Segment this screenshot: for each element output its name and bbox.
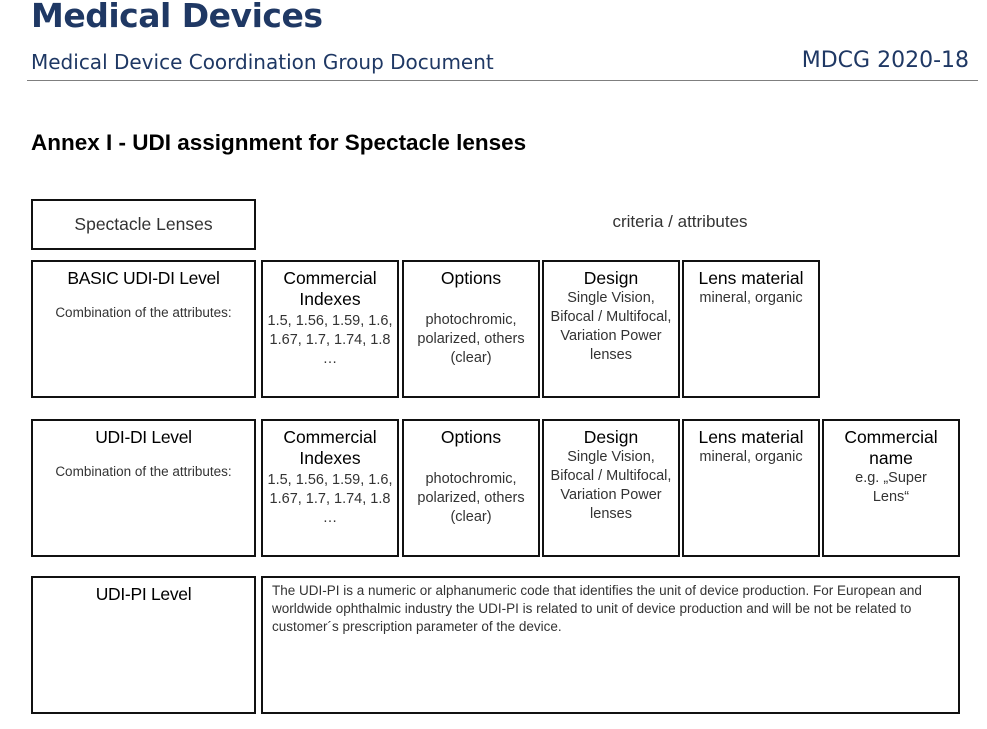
udi-di-level-box — [31, 419, 256, 557]
basic-design-values: Single Vision, Bifocal / Multifocal, Variation Power lenses — [550, 290, 672, 363]
udi-di-design-values: Single Vision, Bifocal / Multifocal, Variation Power lenses — [550, 449, 672, 522]
header-divider — [27, 80, 978, 81]
udi-di-options-title: Options — [440, 427, 502, 447]
udi-di-level-subtitle: Combination of the attributes: — [55, 464, 232, 479]
udi-pi-level-box — [31, 576, 256, 714]
annex-title: Annex I - UDI assignment for Spectacle lenses — [31, 130, 527, 155]
document-code: MDCG 2020-18 — [801, 48, 969, 73]
udi-di-lens-material-values: mineral, organic — [699, 449, 803, 465]
udi-di-options-cell — [402, 419, 540, 557]
udi-di-commercial-name-cell — [822, 419, 960, 557]
basic-design-cell — [542, 260, 680, 398]
basic-design-title: Design — [583, 268, 639, 288]
basic-options-title: Options — [440, 268, 502, 288]
spectacle-lenses-box — [31, 199, 256, 250]
basic-udi-di-level-subtitle: Combination of the attributes: — [55, 305, 232, 320]
udi-di-commercial-indexes-values: 1.5, 1.56, 1.59, 1.6, 1.67, 1.7, 1.74, 1.8 … — [267, 472, 393, 526]
udi-di-design-title: Design — [583, 427, 639, 447]
basic-lens-material-values: mineral, organic — [699, 290, 803, 306]
udi-di-commercial-indexes-title: Commercial Indexes — [283, 427, 377, 468]
basic-udi-di-level-box — [31, 260, 256, 398]
udi-di-commercial-name-title: Commercial name — [844, 427, 938, 468]
basic-udi-di-level-title: BASIC UDI-DI Level — [67, 268, 220, 288]
basic-options-cell — [402, 260, 540, 398]
udi-pi-level-title: UDI-PI Level — [95, 584, 192, 604]
basic-commercial-indexes-cell — [261, 260, 399, 398]
udi-di-design-cell — [542, 419, 680, 557]
spectacle-lenses-label: Spectacle Lenses — [74, 214, 213, 234]
document-subtitle: Medical Device Coordination Group Document — [31, 50, 494, 74]
udi-di-commercial-indexes-cell — [261, 419, 399, 557]
udi-di-level-title: UDI-DI Level — [95, 427, 192, 447]
basic-lens-material-cell — [682, 260, 820, 398]
basic-commercial-indexes-title: Commercial Indexes — [283, 268, 377, 309]
udi-di-lens-material-title: Lens material — [698, 427, 804, 447]
udi-pi-description-box — [261, 576, 960, 714]
basic-options-values: photochromic, polarized, others (clear) — [417, 312, 525, 366]
basic-commercial-indexes-values: 1.5, 1.56, 1.59, 1.6, 1.67, 1.7, 1.74, 1.8 … — [267, 313, 393, 367]
udi-di-options-values: photochromic, polarized, others (clear) — [417, 471, 525, 525]
udi-pi-description: The UDI-PI is a numeric or alphanumeric code that identifies the unit of device production. For European and worldwide ophthalmic industry the UDI-PI is related to unit of device production and will be not be related to customer´s prescription parameter of the device. — [272, 583, 922, 634]
criteria-attributes-label: criteria / attributes — [612, 212, 748, 231]
document-title: Medical Devices — [31, 0, 323, 35]
basic-lens-material-title: Lens material — [698, 268, 804, 288]
udi-di-lens-material-cell — [682, 419, 820, 557]
udi-di-commercial-name-values: e.g. „Super Lens“ — [855, 470, 927, 505]
